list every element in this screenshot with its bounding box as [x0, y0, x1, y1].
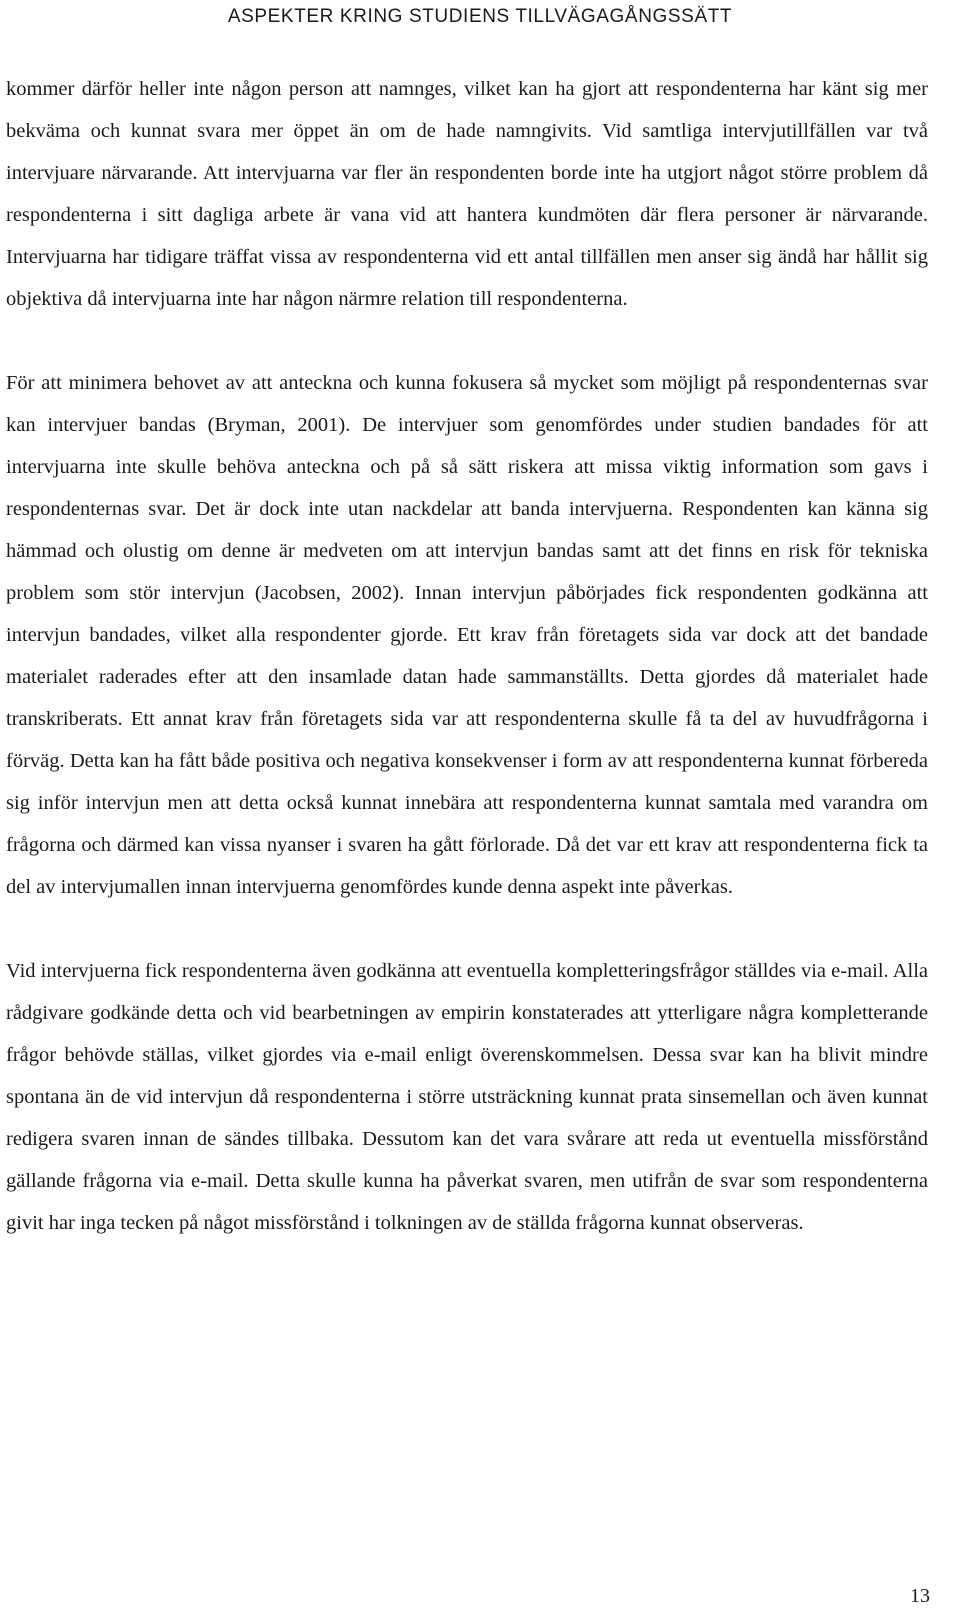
body-text	[6, 68, 928, 1244]
paragraph-recording: För att minimera behovet av att anteckna och kunna fokusera så mycket som möjligt på respondenternas svar kan intervjuer bandas (Bryman, 2001). De intervjuer som genomfördes under studien bandades för att intervjuarna inte skulle behöva anteckna och på så sätt riskera att missa viktig information som gavs i respondenternas svar. Det är dock inte utan nackdelar att banda intervjuerna. Respondenten kan känna sig hämmad och olustig om denne är medveten om att intervjun bandas samt att det finns en risk för tekniska problem som stör intervjun (Jacobsen, 2002). Innan intervjun påbörjades fick respondenten godkänna att intervjun bandades, vilket alla respondenter gjorde. Ett krav från företagets sida var dock att det bandade materialet raderades efter att den insamlade datan hade sammanställts. Detta gjordes då materialet hade transkriberats. Ett annat krav från företagets sida var att respondenterna skulle få ta del av huvudfrågorna i förväg. Detta kan ha fått både positiva och negativa konsekvenser i form av att respondenterna kunnat förbereda sig inför intervjun men att detta också kunnat innebära att respondenterna kunnat samtala med varandra om frågorna och därmed kan vissa nyanser i svaren ha gått förlorade. Då det var ett krav att respondenterna fick ta del av intervjumallen innan intervjuerna genomfördes kunde denna aspekt inte påverkas.	[6, 372, 928, 898]
page-number: 13	[910, 1585, 930, 1607]
running-header: ASPEKTER KRING STUDIENS TILLVÄGAGÅNGSSÄTT	[227, 6, 733, 27]
paragraph-email-followup: Vid intervjuerna fick respondenterna även godkänna att eventuella kompletteringsfrågor ställdes via e-mail. Alla rådgivare godkände detta och vid bearbetningen av empirin konstaterades att ytterligare några kompletterande frågor behövde ställas, vilket gjordes via e-mail enligt överenskommelsen. Dessa svar kan ha blivit mindre spontana än de vid intervjun då respondenterna i större utsträckning kunnat prata sinsemellan och även kunnat redigera svaren innan de sändes tillbaka. Dessutom kan det vara svårare att reda ut eventuella missförstånd gällande frågorna via e-mail. Detta skulle kunna ha påverkat svaren, men utifrån de svar som respondenterna givit har inga tecken på något missförstånd i tolkningen av de ställda frågorna kunnat observeras.	[6, 960, 928, 1234]
paragraph-anonymity: kommer därför heller inte någon person att namnges, vilket kan ha gjort att respondenterna har känt sig mer bekväma och kunnat svara mer öppet än om de hade namngivits. Vid samtliga intervjutillfällen var två intervjuare närvarande. Att intervjuarna var fler än respondenten borde inte ha utgjort något större problem då respondenterna i sitt dagliga arbete är vana vid att hantera kundmöten där flera personer är närvarande. Intervjuarna har tidigare träffat vissa av respondenterna vid ett antal tillfällen men anser sig ändå har hållit sig objektiva då intervjuarna inte har någon närmre relation till respondenterna.	[6, 78, 928, 310]
